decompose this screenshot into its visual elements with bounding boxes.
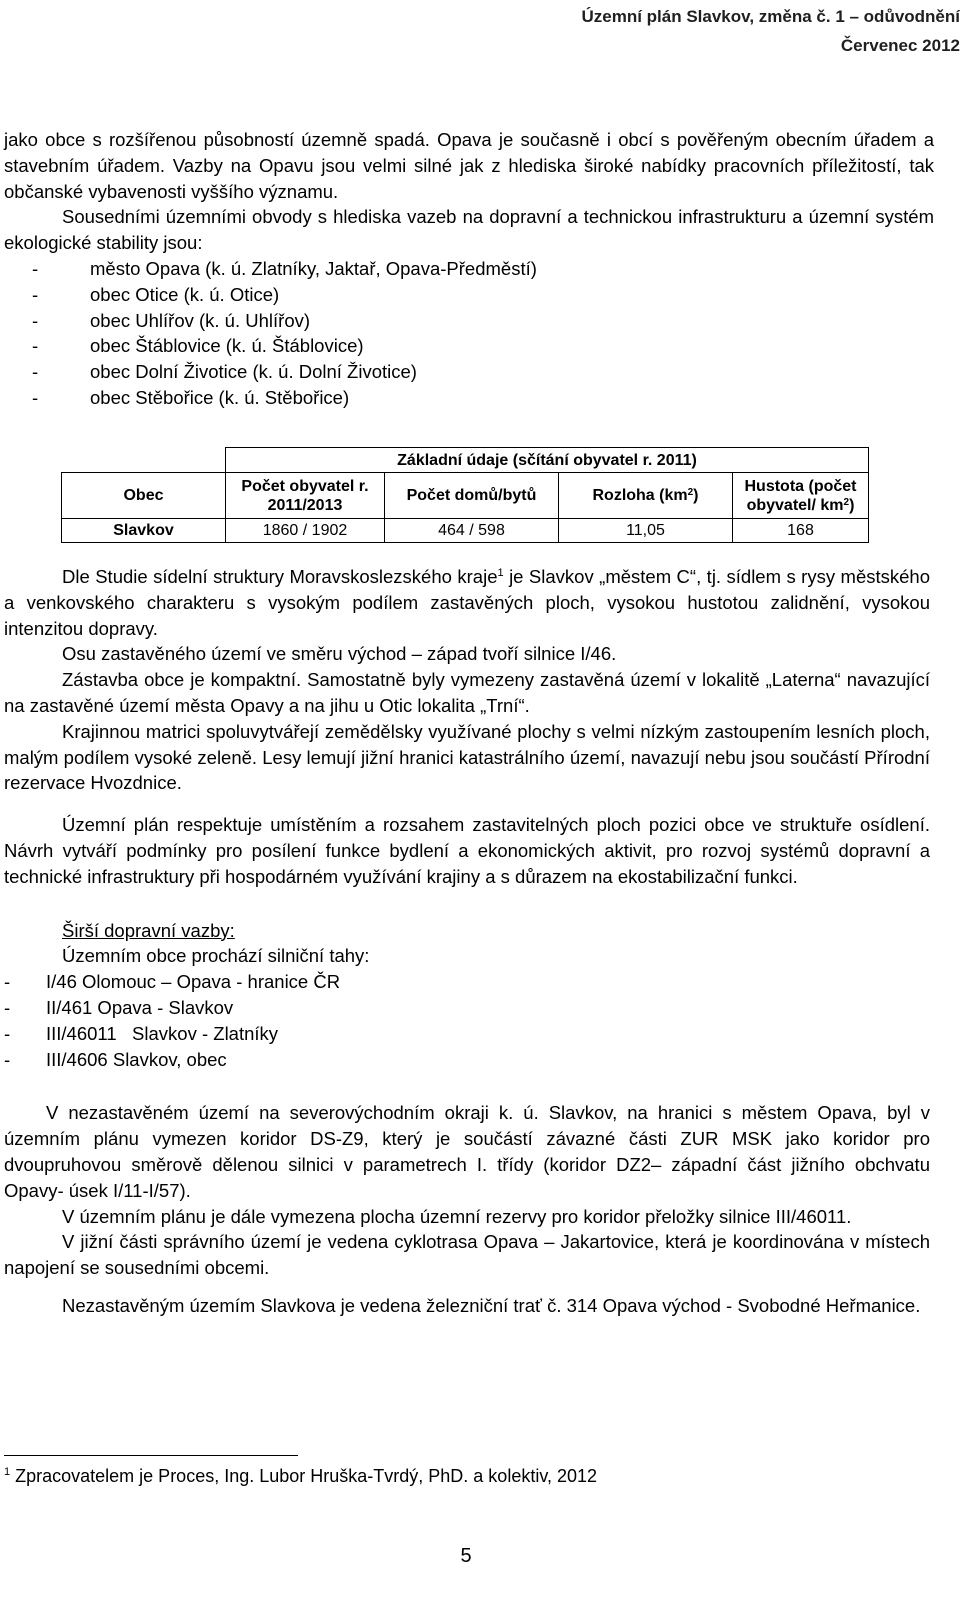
list-item: - obec Štáblovice (k. ú. Štáblovice) [90,333,934,359]
header-title: Územní plán Slavkov, změna č. 1 – odůvodnění [581,7,960,26]
paragraph: V jižní části správního území je vedena cyklotrasa Opava – Jakartovice, která je koordinována v místech napojení se sousedními obcemi. [4,1231,930,1279]
road-list [4,969,930,1072]
cell-pocet: 1860 / 1902 [226,519,385,543]
list-item: - III/4606 Slavkov, obec [46,1047,930,1073]
paragraph: Krajinnou matrici spoluvytvářejí zemědělsky využívané plochy s velmi nízkým zastoupením lesních ploch, malým podílem vysoké zeleně. Lesy lemují jižní hranici katastrálního území, navazují nebu jsou součástí Přírodní rezervace Hvozdnice. [4,720,930,794]
col-header-pocet: Počet obyvatel r. 2011/2013 [226,473,385,519]
paragraph: Územním obce prochází silniční tahy: [62,945,370,967]
paragraph: Nezastavěným územím Slavkova je vedena železniční trať č. 314 Opava východ - Svobodné Heřmanice. [62,1294,921,1316]
col-header-domy: Počet domů/bytů [385,473,559,519]
section-heading: Širší dopravní vazby: [62,919,235,941]
list-item: - obec Stěbořice (k. ú. Stěbořice) [90,385,934,411]
header-date: Červenec 2012 [840,36,960,55]
paragraph: V nezastavěném území na severovýchodním okraji k. ú. Slavkov, na hranici s městem Opava, byl v územním plánu vymezen koridor DS-Z9, který je součástí závazné části ZUR MSK jako koridor pro dvoupruhovou směrově dělenou silnici v parametrech I. třídy (koridor DZ2– západní část jižního obchvatu Opavy- úsek I/11-I/57). [4,1102,930,1201]
page-number: 5 [460,1545,472,1567]
cell-domy: 464 / 598 [385,519,559,543]
cell-rozloha: 11,05 [559,519,733,543]
list-item: - obec Otice (k. ú. Otice) [90,282,934,308]
cell-hustota: 168 [733,519,869,543]
paragraph: Sousedními územními obvody s hlediska vazeb na dopravní a technickou infrastrukturu a územní systém ekologické stability jsou: [4,206,934,254]
list-item: - obec Uhlířov (k. ú. Uhlířov) [90,308,934,334]
document-body-lower [4,564,930,1319]
footnote: $^1$ Zpracovatelem je Proces, Ing. Lubor Hruška-Tvrdý, PhD. a kolektiv, 2012 [4,1466,598,1486]
paragraph: Osu zastavěného území ve směru východ – západ tvoří silnice I/46. [62,643,617,665]
list-item: - I/46 Olomouc – Opava - hranice ČR [46,969,930,995]
col-header-hustota: Hustota (počet obyvatel/ $km^2$) [733,473,869,519]
neighbor-list [4,256,934,411]
paragraph: V územním plánu je dále vymezena plocha územní rezervy pro koridor přeložky silnice III/46011. [62,1205,852,1227]
paragraph: jako obce s rozšířenou působností územně spadá. Opava je současně i obcí s pověřeným obecním úřadem a stavebním úřadem. Vazby na Opavu jsou velmi silné jak z hlediska široké nabídky pracovních příležitostí, tak občanské vybavenosti vyššího významu. [4,129,934,202]
table-block [61,447,869,543]
paragraph: Územní plán respektuje umístěním a rozsahem zastavitelných ploch pozici obce ve struktuře osídlení. Návrh vytváří podmínky pro posílení funkce bydlení a ekonomických aktivit, pro rozvoj systémů dopravní a technické infrastruktury při hospodárném využívání krajiny a s důrazem na ekostabilizační funkci. [4,814,930,887]
census-table [61,447,869,543]
list-item: - III/46011 Slavkov - Zlatníky [46,1021,930,1047]
table-caption: Základní údaje (sčítání obyvatel r. 2011) [226,448,869,473]
document-body [4,127,934,411]
page-header [360,2,960,60]
cell-obec: Slavkov [62,519,226,543]
list-item: - město Opava (k. ú. Zlatníky, Jaktař, Opava-Předměstí) [90,256,934,282]
list-item: - obec Dolní Životice (k. ú. Dolní Životice) [90,359,934,385]
col-header-rozloha: Rozloha $(km^2)$ [559,473,733,519]
list-item: - II/461 Opava - Slavkov [46,995,930,1021]
paragraph: Dle Studie sídelní struktury Moravskoslezského kraje$^1$ je Slavkov „městem C“, tj. sídlem s rysy městského a venkovského charakteru s vysokým podílem zastavěných ploch, vysokou hustotou zalidnění, vysokou intenzitou dopravy. [4,566,930,639]
footnote-separator [4,1455,298,1456]
col-header-obec: Obec [62,473,226,519]
paragraph: Zástavba obce je kompaktní. Samostatně byly vymezeny zastavěná území v lokalitě „Laterna“ navazující na zastavěné území města Opavy a na jihu u Otic lokalita „Trní“. [4,669,930,716]
